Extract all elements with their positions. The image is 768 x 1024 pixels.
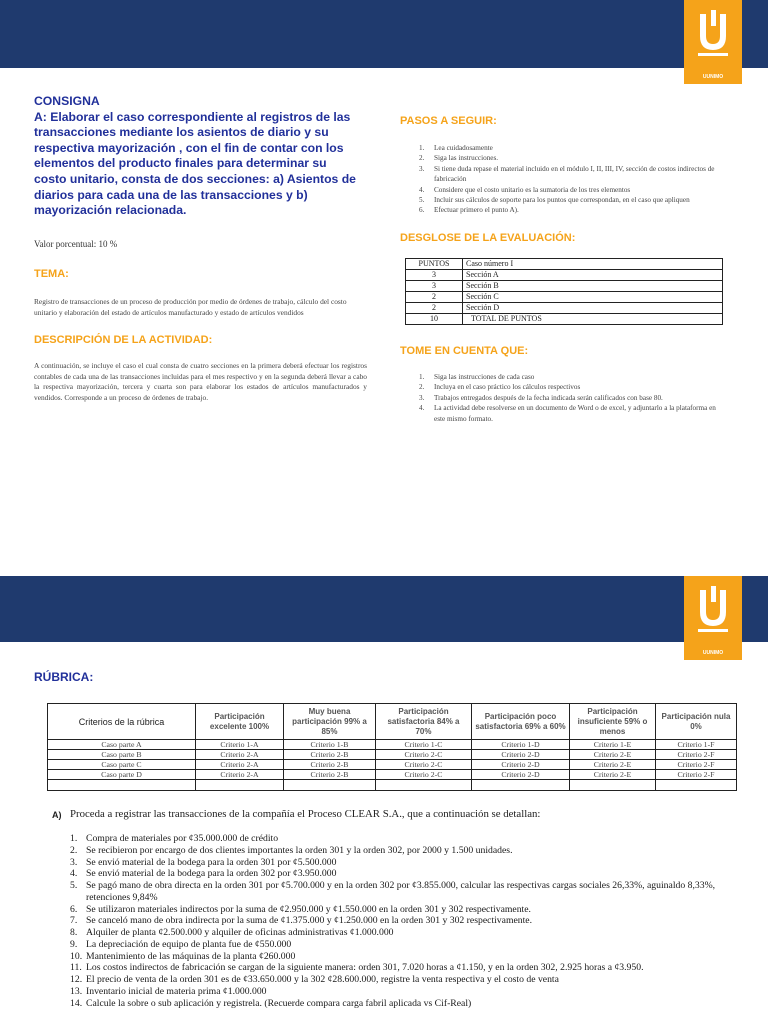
list-item: 2. Incluya en el caso práctico los cálculos respectivos — [419, 383, 581, 392]
table-row: 2 Sección D — [406, 303, 723, 314]
pasos-heading: PASOS A SEGUIR: — [400, 115, 497, 127]
section-a-label: A) — [52, 810, 62, 820]
table-empty-row — [48, 780, 737, 791]
list-item: 10. Mantenimiento de las máquinas de la planta ¢260.000 — [70, 950, 296, 962]
pasos-list — [419, 143, 724, 216]
table-row: 3 Sección A — [406, 270, 723, 281]
u-logo-icon — [696, 10, 730, 58]
brand-logo-2 — [684, 576, 742, 660]
table-row: Caso parte D Criterio 2-A Criterio 2-B Criterio 2-C Criterio 2-D Criterio 2-E Criterio 2-F — [48, 770, 737, 780]
top-banner — [0, 0, 768, 68]
list-item: 2. Siga las instrucciones. — [419, 154, 499, 163]
list-item: 5. Se pagó mano de obra directa en la orden 301 por ¢5.700.000 y en la orden 302 por ¢3.855.000, calcular las respectivas cargas sociales 26,33%, aguinaldo 8,33%, retenciones 9,84% — [70, 880, 716, 903]
list-item: 3. Trabajos entregados después de la fecha indicada serán calificados con base 80. — [419, 393, 663, 402]
brand-logo — [684, 0, 742, 84]
tema-text: Registro de transacciones de un proceso de producción por medio de órdenes de trabajo, cálculo del costo unitario y elaboración del estado de artículos manufacturado y estado de artículos vendidos — [34, 297, 347, 317]
rubrica-heading: RÚBRICA: — [34, 670, 94, 684]
list-item: 8. Alquiler de planta ¢2.500.000 y alquiler de oficinas administrativas ¢1.000.000 — [70, 927, 394, 938]
tema-heading: TEMA: — [34, 268, 69, 280]
consigna-label: CONSIGNA — [34, 94, 100, 108]
table-header-row: PUNTOS Caso número I — [406, 259, 723, 270]
table-row: 3 Sección B — [406, 281, 723, 292]
list-item: 7. Se canceló mano de obra indirecta por la suma de ¢1.375.000 y ¢1.250.000 en la orden 301 y 302 respectivamente. — [70, 915, 533, 927]
consigna-text: A: Elaborar el caso correspondiente al registros de las transacciones mediante los asientos de diario y su respectiva mayorización , con el fin de contar con los elementos del producto finales para determinar su costo unitario, consta de dos secciones: a) Asientos de diarios para cada una de las transacciones y b) mayorización relacionada. — [34, 109, 356, 218]
descripcion-text: A continuación, se incluye el caso el cual consta de cuatro secciones en la primera deberá efectuar los registros contables de cada una de las transacciones incluidas para el mes respectivo y en la segunda deberá llevar a cabo la respectiva mayorización, tercera y cuarta son para elaborar los estados de artículos manufacturados y vendidos. Corresponde a un proceso de órdenes de trabajo. — [34, 361, 367, 403]
evaluation-table — [405, 258, 723, 325]
list-item: 6. Se utilizaron materiales indirectos por la suma de ¢2.950.000 y ¢1.550.000 en la orden 301 y 302 respectivamente. — [70, 903, 531, 915]
list-item: 5. Incluir sus cálculos de soporte para los puntos que correspondan, en el caso que apliquen — [419, 196, 690, 205]
list-item: 1. Lea cuidadosamente — [419, 144, 493, 152]
list-item: 9. La depreciación de equipo de planta fue de ¢550.000 — [70, 938, 292, 950]
list-item: 4. Considere que el costo unitario es la sumatoria de los tres elementos — [419, 185, 631, 194]
list-item: 6. Efectuar primero el punto A). — [419, 206, 519, 215]
rubric-table — [47, 703, 737, 791]
valor-porcentual: Valor porcentual: 10 % — [34, 239, 118, 249]
list-item: 14. Calcule la sobre o sub aplicación y registrela. (Recuerde compara carga fabril aplicada vs Cif-Real) — [70, 997, 472, 1009]
table-row: 2 Sección C — [406, 292, 723, 303]
table-row: Caso parte A Criterio 1-A Criterio 1-B Criterio 1-C Criterio 1-D Criterio 1-E Criterio 1-F — [48, 740, 737, 750]
tome-heading: TOME EN CUENTA QUE: — [400, 345, 529, 357]
u-logo-icon — [696, 586, 730, 634]
table-total-row: 10 TOTAL DE PUNTOS — [406, 314, 723, 325]
tome-list — [419, 372, 724, 424]
transactions-list — [70, 833, 740, 1009]
list-item: 2. Se recibieron por encargo de dos clientes importantes la orden 301 y la orden 302, por 2000 y 1.500 unidades. — [70, 844, 513, 856]
table-header-row: Criterios de la rúbrica Participación excelente 100% Muy buena participación 99% a 85% Participación satisfactoria 84% a 70% Participación poco satisfactoria 69% a 60% Participación insuficiente 59% o menos Participación nula 0% — [48, 704, 737, 740]
section-a-intro: Proceda a registrar las transacciones de la compañía el Proceso CLEAR S.A., que a continuación se detallan: — [70, 808, 541, 820]
list-item: 13. Inventario inicial de materia prima ¢1.000.000 — [70, 985, 267, 997]
list-item: 4. Se envió material de la bodega para la orden 302 por ¢3.950.000 — [70, 868, 337, 880]
list-item: 1. Siga las instrucciones de cada caso — [419, 373, 535, 381]
table-row: Caso parte C Criterio 2-A Criterio 2-B Criterio 2-C Criterio 2-D Criterio 2-E Criterio 2-F — [48, 760, 737, 770]
list-item: 11. Los costos indirectos de fabricación se cargan de la siguiente manera: orden 301, 7.020 horas a ¢1.150, y en la orden 302, 2.925 horas a ¢3.950. — [70, 962, 644, 974]
desglose-heading: DESGLOSE DE LA EVALUACIÓN: — [400, 232, 576, 244]
second-banner — [0, 576, 768, 642]
list-item: 4. La actividad debe resolverse en un documento de Word o de excel, y adjuntarlo a la plataforma en este mismo formato. — [419, 404, 716, 423]
logo-text: UUNIMO — [702, 650, 724, 656]
list-item: 3. Si tiene duda repase el material incluido en el módulo I, II, III, IV, sección de costos indirectos de fabricación — [419, 164, 715, 184]
logo-text: UUNIMO — [702, 74, 724, 80]
consigna-block — [34, 94, 360, 219]
list-item: 3. Se envió material de la bodega para la orden 301 por ¢5.500.000 — [70, 856, 337, 868]
list-item: 12. El precio de venta de la orden 301 es de ¢33.650.000 y la 302 ¢28.600.000, registre la venta respectiva y el costo de venta — [70, 974, 559, 985]
table-row: Caso parte B Criterio 2-A Criterio 2-B Criterio 2-C Criterio 2-D Criterio 2-E Criterio 2-F — [48, 750, 737, 760]
descripcion-heading: DESCRIPCIÓN DE LA ACTIVIDAD: — [34, 334, 213, 346]
list-item: 1. Compra de materiales por ¢35.000.000 de crédito — [70, 833, 279, 844]
